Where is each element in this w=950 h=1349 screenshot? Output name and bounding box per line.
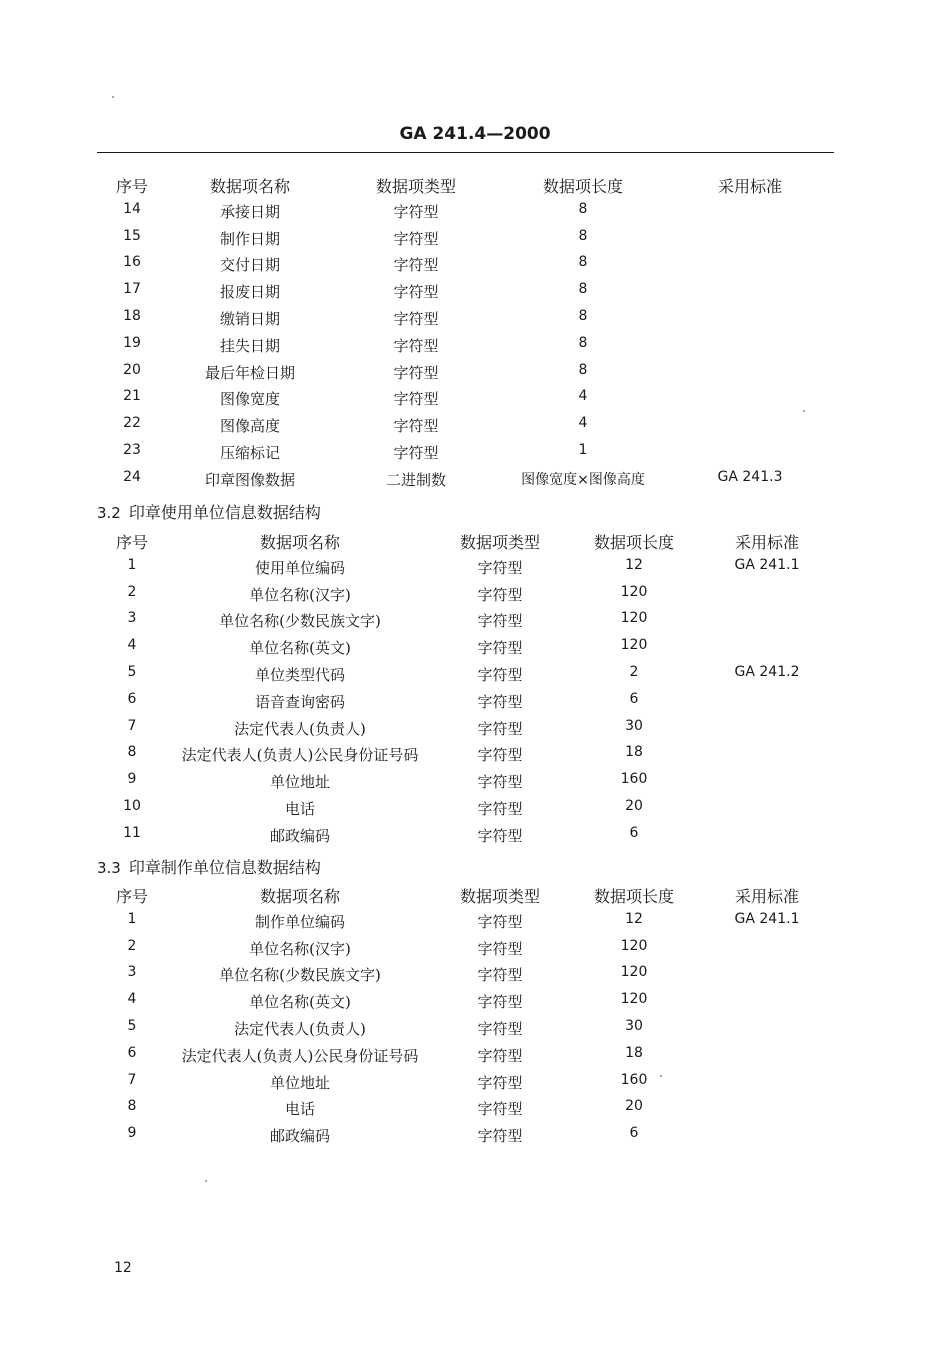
- table-row: [0, 335, 950, 362]
- cell-item-type: 字符型: [477, 666, 523, 684]
- cell-index: 4: [127, 637, 137, 654]
- scan-speck: [660, 1075, 662, 1077]
- cell-item-length: 120: [620, 964, 648, 981]
- cell-item-type: 字符型: [477, 639, 523, 658]
- table-row: [0, 798, 950, 825]
- header-index: 序号: [115, 177, 149, 196]
- cell-item-type: 字符型: [393, 310, 439, 328]
- cell-standard: GA 241.3: [717, 468, 783, 485]
- cell-item-length: 30: [625, 1018, 643, 1034]
- table-row: [0, 664, 950, 691]
- cell-item-length: 120: [620, 610, 648, 627]
- cell-item-length: 图像宽度×图像高度: [521, 471, 645, 488]
- cell-index: 10: [123, 798, 141, 814]
- header-item-type: 数据项类型: [459, 887, 541, 906]
- cell-index: 6: [127, 1044, 137, 1061]
- table-row: [0, 610, 950, 637]
- table-row: [0, 469, 950, 496]
- cell-item-type: 字符型: [393, 202, 439, 221]
- cell-index: 22: [123, 415, 141, 432]
- cell-item-length: 6: [629, 824, 639, 841]
- table-row: [0, 281, 950, 308]
- cell-item-length: 12: [625, 556, 643, 573]
- cell-item-name: 邮政编码: [269, 826, 331, 845]
- cell-item-name: 单位名称(英文): [249, 993, 351, 1012]
- table-header-row: [0, 174, 950, 201]
- cell-item-length: 8: [578, 281, 588, 298]
- table-row: [0, 254, 950, 281]
- cell-item-length: 8: [578, 334, 588, 351]
- table-row: [0, 228, 950, 255]
- cell-item-name: 单位名称(汉字): [249, 939, 351, 958]
- header-standard: 采用标准: [717, 177, 783, 196]
- header-rule: [97, 152, 834, 153]
- cell-item-name: 压缩标记: [219, 444, 281, 462]
- cell-index: 1: [127, 910, 137, 927]
- table-row: [0, 938, 950, 965]
- cell-item-name: 最后年检日期: [204, 363, 296, 382]
- cell-item-name: 电话: [284, 800, 316, 818]
- header-item-type: 数据项类型: [459, 533, 541, 552]
- cell-index: 6: [127, 690, 137, 707]
- cell-index: 24: [123, 468, 141, 485]
- table-header-row: [0, 530, 950, 557]
- cell-item-type: 字符型: [477, 1020, 523, 1038]
- header-item-type: 数据项类型: [375, 177, 457, 196]
- cell-index: 15: [123, 227, 141, 244]
- cell-item-type: 字符型: [477, 585, 523, 604]
- cell-index: 17: [123, 281, 141, 298]
- scan-speck: [803, 410, 805, 412]
- table-row: [0, 388, 950, 415]
- table-row: [0, 1098, 950, 1125]
- cell-item-type: 字符型: [477, 746, 523, 765]
- cell-item-length: 20: [625, 798, 643, 814]
- cell-item-length: 20: [625, 1098, 643, 1115]
- cell-index: 19: [123, 334, 141, 351]
- cell-item-type: 字符型: [477, 1073, 523, 1092]
- cell-standard: GA 241.1: [734, 910, 800, 927]
- cell-item-type: 字符型: [477, 993, 523, 1012]
- cell-standard: GA 241.1: [734, 556, 800, 573]
- cell-index: 3: [127, 964, 137, 981]
- cell-index: 9: [127, 1125, 137, 1142]
- cell-item-length: 8: [578, 308, 588, 324]
- cell-index: 8: [127, 1098, 137, 1115]
- table-row: [0, 637, 950, 664]
- cell-item-name: 单位地址: [269, 1073, 331, 1092]
- cell-item-type: 字符型: [477, 966, 523, 985]
- cell-item-length: 30: [625, 717, 643, 734]
- cell-item-length: 160: [620, 771, 648, 788]
- table-row: [0, 991, 950, 1018]
- cell-item-name: 单位地址: [269, 773, 331, 792]
- section-3-3-title: [97, 855, 321, 878]
- cell-item-name: 语音查询密码: [254, 692, 346, 711]
- cell-item-type: 字符型: [393, 283, 439, 302]
- cell-item-type: 字符型: [393, 390, 439, 409]
- cell-item-type: 字符型: [393, 229, 439, 248]
- section-heading: 印章制作单位信息数据结构: [128, 858, 321, 877]
- cell-index: 18: [123, 308, 141, 324]
- cell-item-length: 4: [578, 388, 588, 405]
- cell-item-length: 8: [578, 227, 588, 244]
- cell-item-name: 电话: [284, 1100, 316, 1119]
- table-row: [0, 691, 950, 718]
- cell-index: 5: [127, 1018, 137, 1034]
- cell-item-name: 报废日期: [219, 283, 281, 302]
- cell-item-name: 法定代表人(负责人)公民身份证号码: [181, 746, 419, 765]
- header-index: 序号: [115, 887, 149, 906]
- cell-item-name: 图像宽度: [219, 390, 281, 409]
- cell-item-type: 字符型: [393, 363, 439, 382]
- cell-item-type: 字符型: [477, 692, 523, 711]
- table-row: [0, 911, 950, 938]
- cell-item-length: 6: [629, 1125, 639, 1142]
- header-standard: 采用标准: [734, 887, 800, 906]
- cell-index: 20: [123, 361, 141, 378]
- cell-index: 11: [123, 824, 141, 841]
- cell-index: 8: [127, 744, 137, 761]
- cell-item-length: 120: [620, 583, 648, 600]
- table-row: [0, 557, 950, 584]
- cell-item-name: 邮政编码: [269, 1127, 331, 1146]
- scan-speck: [205, 1180, 207, 1182]
- table-row: [0, 964, 950, 991]
- cell-item-name: 单位名称(汉字): [249, 585, 351, 604]
- header-standard: 采用标准: [734, 533, 800, 552]
- cell-item-type: 字符型: [477, 719, 523, 738]
- section-number: 3.2: [97, 504, 121, 522]
- cell-index: 4: [127, 991, 137, 1008]
- table-row: [0, 584, 950, 611]
- cell-item-type: 二进制数: [385, 470, 447, 489]
- cell-item-length: 8: [578, 361, 588, 378]
- cell-item-length: 8: [578, 254, 588, 271]
- cell-item-type: 字符型: [477, 912, 523, 931]
- cell-index: 5: [127, 664, 137, 680]
- cell-item-type: 字符型: [393, 256, 439, 275]
- section-number: 3.3: [97, 859, 121, 877]
- table-row: [0, 1072, 950, 1099]
- cell-item-type: 字符型: [477, 800, 523, 818]
- cell-index: 1: [127, 556, 137, 573]
- cell-item-name: 印章图像数据: [204, 470, 296, 489]
- table-row: [0, 362, 950, 389]
- cell-index: 2: [127, 583, 137, 600]
- cell-item-type: 字符型: [477, 1046, 523, 1065]
- header-item-name: 数据项名称: [209, 177, 291, 196]
- cell-item-length: 8: [578, 200, 588, 217]
- cell-item-name: 交付日期: [219, 256, 281, 275]
- cell-item-type: 字符型: [393, 336, 439, 355]
- cell-index: 7: [127, 717, 137, 734]
- header-item-length: 数据项长度: [593, 533, 675, 552]
- cell-standard: GA 241.2: [734, 664, 800, 680]
- cell-item-name: 单位名称(少数民族文字): [219, 612, 381, 631]
- cell-item-name: 法定代表人(负责人)公民身份证号码: [181, 1046, 419, 1065]
- cell-item-name: 制作日期: [219, 229, 281, 248]
- cell-item-type: 字符型: [477, 612, 523, 631]
- cell-item-length: 120: [620, 937, 648, 954]
- cell-item-length: 12: [625, 910, 643, 927]
- cell-index: 7: [127, 1071, 137, 1088]
- cell-item-length: 18: [625, 1044, 643, 1061]
- cell-index: 16: [123, 254, 141, 271]
- table-row: [0, 308, 950, 335]
- cell-index: 14: [123, 200, 141, 217]
- cell-item-length: 18: [625, 744, 643, 761]
- cell-item-type: 字符型: [477, 1100, 523, 1119]
- cell-item-name: 图像高度: [219, 417, 281, 436]
- cell-item-type: 字符型: [393, 444, 439, 462]
- cell-item-name: 单位类型代码: [254, 666, 346, 684]
- cell-item-name: 制作单位编码: [254, 912, 346, 931]
- header-item-name: 数据项名称: [259, 887, 341, 906]
- cell-item-name: 使用单位编码: [254, 558, 346, 577]
- table-row: [0, 718, 950, 745]
- header-item-length: 数据项长度: [593, 887, 675, 906]
- cell-item-length: 1: [578, 442, 588, 458]
- table-row: [0, 415, 950, 442]
- cell-item-name: 缴销日期: [219, 310, 281, 328]
- cell-item-name: 法定代表人(负责人): [234, 1020, 366, 1038]
- cell-item-name: 挂失日期: [219, 336, 281, 355]
- table-row: [0, 771, 950, 798]
- table-row: [0, 1125, 950, 1152]
- table-row: [0, 825, 950, 852]
- cell-item-type: 字符型: [393, 417, 439, 436]
- cell-item-type: 字符型: [477, 1127, 523, 1146]
- cell-item-length: 6: [629, 690, 639, 707]
- cell-item-name: 单位名称(少数民族文字): [219, 966, 381, 985]
- cell-item-length: 120: [620, 637, 648, 654]
- cell-item-length: 2: [629, 664, 639, 680]
- cell-index: 21: [123, 388, 141, 405]
- cell-item-length: 160: [620, 1071, 648, 1088]
- table-row: [0, 1018, 950, 1045]
- cell-index: 9: [127, 771, 137, 788]
- cell-index: 23: [123, 442, 141, 458]
- cell-index: 3: [127, 610, 137, 627]
- cell-item-name: 单位名称(英文): [249, 639, 351, 658]
- cell-item-length: 120: [620, 991, 648, 1008]
- cell-item-name: 法定代表人(负责人): [234, 719, 366, 738]
- page-number: 12: [114, 1260, 132, 1276]
- cell-item-type: 字符型: [477, 939, 523, 958]
- cell-item-type: 字符型: [477, 558, 523, 577]
- section-heading: 印章使用单位信息数据结构: [128, 503, 321, 522]
- header-item-length: 数据项长度: [542, 177, 624, 196]
- table-row: [0, 1045, 950, 1072]
- header-item-name: 数据项名称: [259, 533, 341, 552]
- cell-index: 2: [127, 937, 137, 954]
- cell-item-type: 字符型: [477, 773, 523, 792]
- scan-speck: [112, 96, 114, 98]
- table-row: [0, 744, 950, 771]
- cell-item-length: 4: [578, 415, 588, 432]
- section-3-2-title: [97, 500, 321, 523]
- table-header-row: [0, 884, 950, 911]
- cell-item-name: 承接日期: [219, 202, 281, 221]
- table-row: [0, 442, 950, 469]
- header-index: 序号: [115, 533, 149, 552]
- table-row: [0, 201, 950, 228]
- cell-item-type: 字符型: [477, 826, 523, 845]
- standard-code: GA 241.4—2000: [399, 124, 551, 144]
